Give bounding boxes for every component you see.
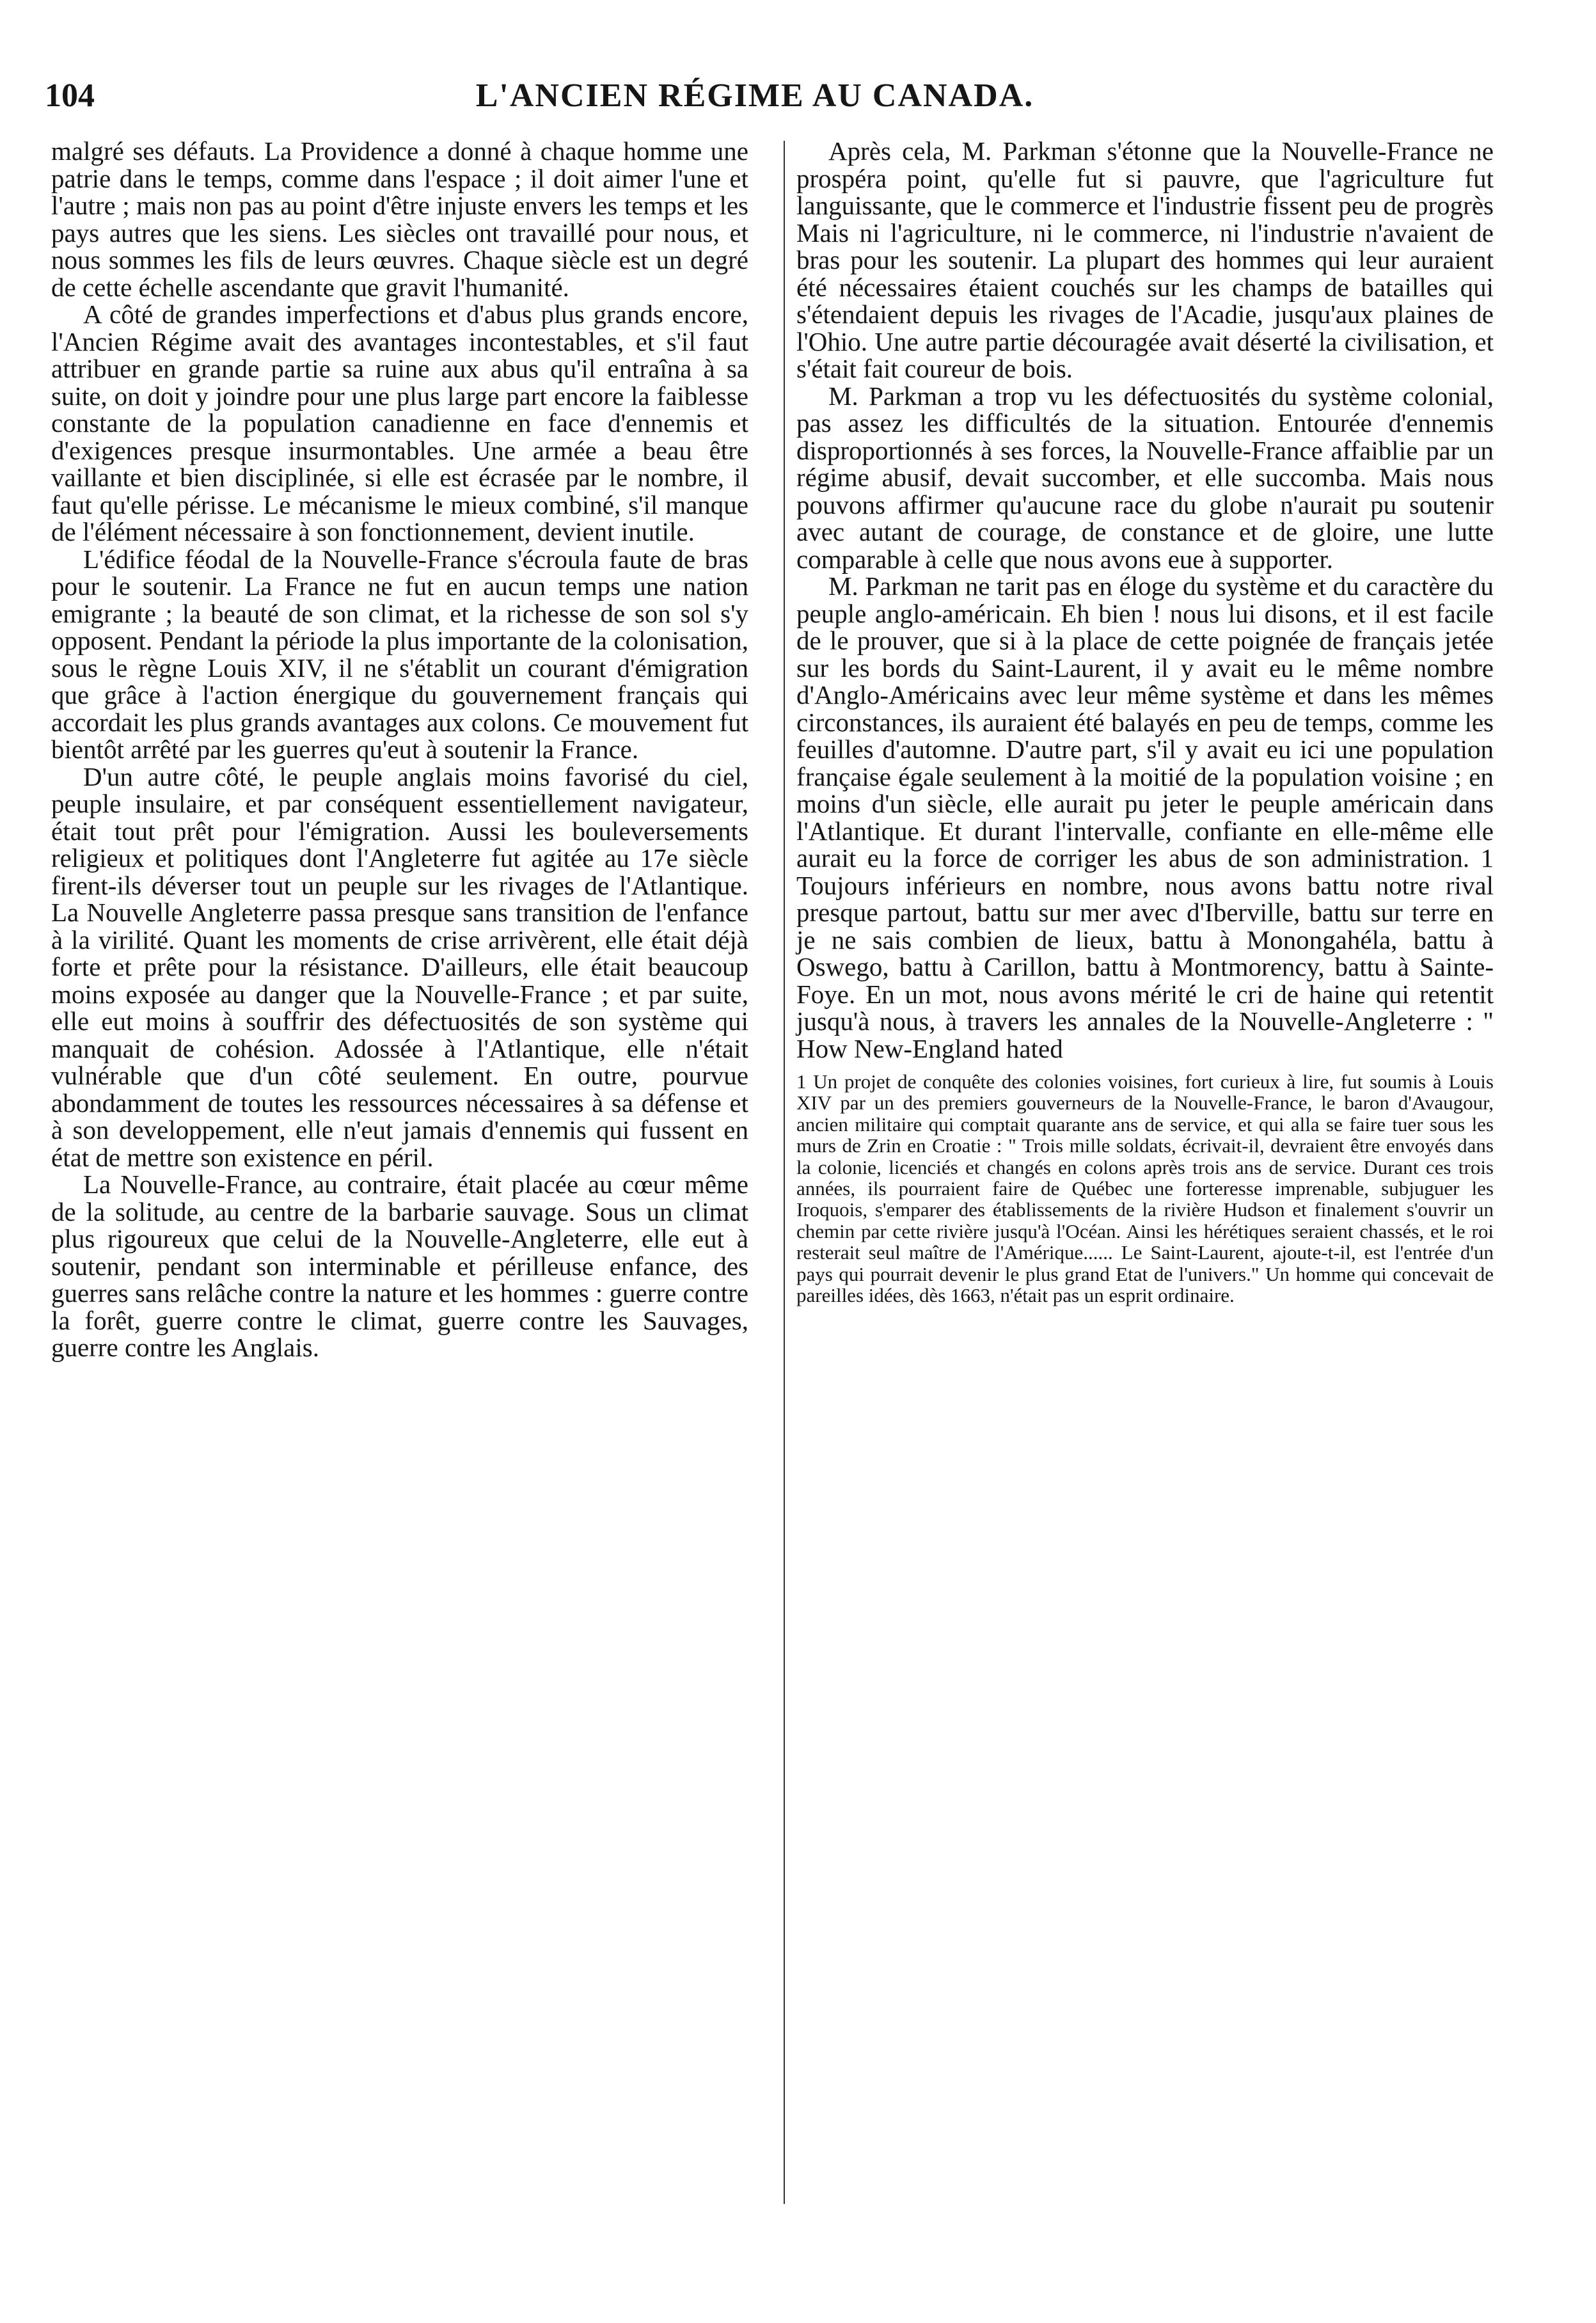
paragraph: Après cela, M. Parkman s'étonne que la Nouvelle-France ne prospéra point, qu'elle fut si pauvre, que l'agriculture fut languissante, que le commerce et l'industrie fissent peu de progrès Mais ni l'agriculture, ni le commerce, ni l'industrie n'avaient de bras pour les soutenir. La plupart des hommes qui leur auraient été nécessaires étaient couchés sur les champs de batailles qui s'étendaient depuis les rivages de l'Acadie, jusqu'aux plaines de l'Ohio. Une autre partie découragée avait déserté la civilisation, et s'était fait coureur de bois. (796, 136, 1494, 383)
paragraph: La Nouvelle-France, au contraire, était placée au cœur même de la solitude, au centre de la barbarie sauvage. Sous un climat plus rigoureux que celui de la Nouvelle-Angleterre, elle eut à soutenir, pendant son interminable et périlleuse enfance, des guerres sans relâche contre la nature et les hommes : guerre contre la forêt, guerre contre le climat, guerre contre les Sauvages, guerre contre les Anglais. (51, 1169, 748, 1362)
page-number: 104 (45, 77, 95, 114)
paragraph: D'un autre côté, le peuple anglais moins favorisé du ciel, peuple insulaire, et par conséquent essentiellement navigateur, était tout prêt pour l'émigration. Aussi les bouleversements religieux et politiques dont l'Angleterre fut agitée au 17e siècle firent-ils déverser tout un peuple sur les rivages de l'Atlantique. La Nouvelle Angleterre passa presque sans transition de l'enfance à la virilité. Quant les moments de crise arrivèrent, elle était déjà forte et prête pour la résistance. D'ailleurs, elle était beaucoup moins exposée au danger que la Nouvelle-France ; et par suite, elle eut moins à souffrir des défectuosités de son système qui manquait de cohésion. Adossée à l'Atlantique, elle n'était vulnérable que d'un côté seulement. En outre, pourvue abondamment de toutes les ressources nécessaires à sa défense et à son developpement, elle n'eut jamais d'ennemis qui fussent en état de mettre son existence en péril. (51, 761, 748, 1172)
page-header (38, 77, 1471, 128)
paragraph: M. Parkman a trop vu les défectuosités du système colonial, pas assez les difficultés de la situation. Entourée d'ennemis disproportionnés à ses forces, la Nouvelle-France affaiblie par un régime abusif, devait succomber, et elle succomba. Mais nous pouvons affirmer qu'aucune race du globe n'aurait pu soutenir avec autant de courage, de constance et de gloire, une lutte comparable à celle que nous avons eue à supporter. (796, 381, 1494, 574)
running-title: L'ANCIEN RÉGIME AU CANADA. (475, 77, 1034, 114)
paragraph: malgré ses défauts. La Providence a donné à chaque homme une patrie dans le temps, comme dans l'espace ; il doit aimer l'une et l'autre ; mais non pas au point d'être injuste envers les temps et les pays autres que les siens. Les siècles ont travaillé pour nous, et nous sommes les fils de leurs œuvres. Chaque siècle est un degré de cette échelle ascendante que gravit l'humanité. (51, 136, 748, 302)
paragraph: A côté de grandes imperfections et d'abus plus grands encore, l'Ancien Régime avait des avantages incontestables, et s'il faut attribuer en grande partie sa ruine aux abus qu'il entraîna à sa suite, on doit y joindre pour une plus large part encore la faiblesse constante de la population canadienne en face d'ennemis et d'exigences presque insurmontables. Une armée a beau être vaillante et bien disciplinée, si elle est écrasée par le nombre, il faut qu'elle périsse. Le mécanisme le mieux combiné, s'il manque de l'élément nécessaire à son fonctionnement, devient inutile. (51, 299, 748, 546)
footnote: 1 Un projet de conquête des colonies voisines, fort curieux à lire, fut soumis à Louis XIV par un des premiers gouverneurs de la Nouvelle-France, le baron d'Avaugour, ancien militaire qui comptait quarante ans de service, et qui alla se faire tuer sous les murs de Zrin en Croatie : " Trois mille soldats, écrivait-il, devraient être envoyés dans la colonie, licenciés et changés en colons après trois ans de service. Durant ces trois années, ils pourraient faire de Québec une forteresse imprenable, subjuguer les Iroquois, s'emparer des établissements de la rivière Hudson et finalement s'ouvrir un chemin par cette rivière jusqu'à l'Océan. Ainsi les hérétiques seraient chassés, et le roi resterait seul maître de l'Amérique...... Le Saint-Laurent, ajoute-t-il, est l'entrée d'un pays qui pourrait devenir le plus grand Etat de l'univers." Un homme qui concevait de pareilles idées, dès 1663, n'était pas un esprit ordinaire. (796, 1070, 1494, 1307)
paragraph: M. Parkman ne tarit pas en éloge du système et du caractère du peuple anglo-américain. Eh bien ! nous lui disons, et il est facile de le prouver, que si à la place de cette poignée de français jetée sur les bords du Saint-Laurent, il y avait eu le même nombre d'Anglo-Américains avec leur même système et dans les mêmes circonstances, ils auraient été balayés en peu de temps, comme les feuilles d'automne. D'autre part, s'il y avait eu ici une population française égale seulement à la moitié de la population voisine ; en moins d'un siècle, elle aurait pu jeter le peuple américain dans l'Atlantique. Et durant l'intervalle, confiante en elle-même elle aurait eu la force de corriger les abus de son administration. 1 Toujours inférieurs en nombre, nous avons battu notre rival presque partout, battu sur mer avec d'Iberville, battu sur terre en je ne sais combien de lieux, battu à Monongahéla, battu à Oswego, battu à Carillon, battu à Montmorency, battu à Sainte-Foye. En un mot, nous avons mérité le cri de haine qui retentit jusqu'à nous, à travers les annales de la Nouvelle-Angleterre : " How New-England hated (796, 571, 1494, 1063)
right-column (796, 138, 1494, 1306)
column-divider (784, 141, 785, 2204)
left-column (51, 138, 748, 1361)
paragraph: L'édifice féodal de la Nouvelle-France s'écroula faute de bras pour le soutenir. La France ne fut en aucun temps une nation emigrante ; la beauté de son climat, et la richesse de son sol s'y opposent. Pendant la période la plus importante de la colonisation, sous le règne Louis XIV, il ne s'établit un courant d'émigration que grâce à l'action énergique du gouvernement français qui accordait les plus grands avantages aux colons. Ce mouvement fut bientôt arrêté par les guerres qu'eut à soutenir la France. (51, 544, 748, 764)
